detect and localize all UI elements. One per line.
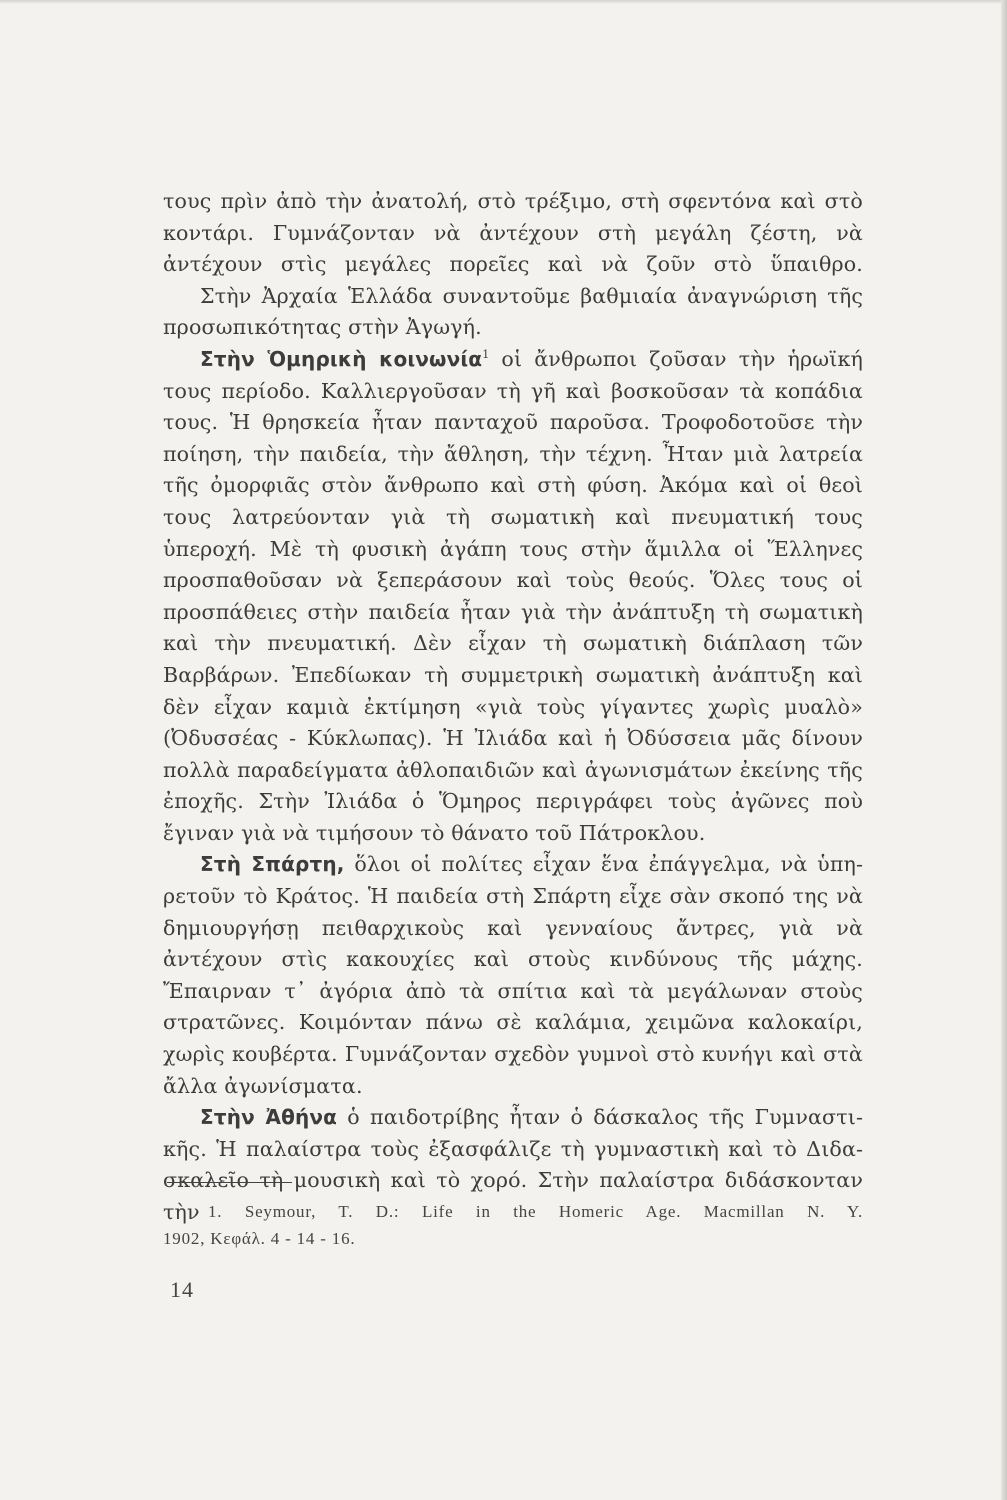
paragraph-sparta	[163, 849, 863, 1102]
paragraph-lead-heading: Στὴν Ὁμηρικὴ κοινωνία	[200, 346, 483, 371]
paragraph-continuation	[163, 186, 863, 281]
paragraph-homeric-society	[163, 344, 863, 850]
paragraph-ancient-greece	[163, 281, 863, 344]
paragraph-text: ὁ παιδοτρίβης ἦταν ὁ δάσκαλος τῆς Γυμναστικῆς. Ἡ παλαίστρα τοὺς ἐξασφάλιζε τὴ γυμναστικὴ καὶ τὸ Διδασκαλεῖο τὴ μουσικὴ καὶ τὸ χορό. Στὴν παλαίστρα διδάσκονταν τὴν	[163, 1105, 863, 1224]
page-top-edge	[0, 0, 1007, 4]
paragraph-text: Στὴν Ἀρχαία Ἑλλάδα συναντοῦμε βαθμιαία ἀναγνώριση τῆς προσωπικότητας στὴν Ἀγωγή.	[163, 283, 863, 340]
footnote-marker: 1	[482, 348, 490, 362]
paragraph-text: οἱ ἄνθρωποι ζοῦσαν τὴν ἡρωϊκή τους περίοδο. Καλλιεργοῦσαν τὴ γῆ καὶ βοσκοῦσαν τὰ κοπάδια τους. Ἡ θρησκεία ἦταν πανταχοῦ παροῦσα. Τροφοδοτοῦσε τὴν ποίηση, τὴν παιδεία, τὴν ἄθληση, τὴν τέχνη. Ἦταν μιὰ λατρεία τῆς ὀμορφιᾶς στὸν ἄνθρωπο καὶ στὴ φύση. Ἀκόμα καὶ οἱ θεοὶ τους λατρεύονταν γιὰ τὴ σωματικὴ καὶ πνευματική τους ὑπεροχή. Μὲ τὴ φυσικὴ ἀγάπη τους στὴν ἅμιλλα οἱ Ἕλληνες προσπαθοῦσαν νὰ ξεπεράσουν καὶ τοὺς θεούς. Ὅλες τους οἱ προσπάθειες στὴν παιδεία ἦταν γιὰ τὴν ἀνάπτυξη τὴ σωματικὴ καὶ τὴν πνευματική. Δὲν εἶχαν τὴ σωματικὴ διάπλαση τῶν Βαρβάρων. Ἐπεδίωκαν τὴ συμμετρικὴ σωματικὴ ἀνάπτυξη καὶ δὲν εἶχαν καμιὰ ἐκτίμηση «γιὰ τοὺς γίγαντες χωρὶς μυαλὸ» (Ὀδυσσέας - Κύκλωπας). Ἡ Ἰλιάδα καὶ ἡ Ὀδύσσεια μᾶς δίνουν πολλὰ παραδείγματα ἀθλοπαιδιῶν καὶ ἀγωνισμάτων ἐκείνης τῆς ἐποχῆς. Στὴν Ἰλιάδα ὁ Ὅμηρος περιγράφει τοὺς ἀγῶνες ποὺ ἔγιναν γιὰ νὰ τιμήσουν τὸ θάνατο τοῦ Πάτροκλου.	[163, 346, 863, 845]
page-right-edge	[1001, 0, 1007, 1500]
body-text	[163, 186, 863, 1229]
footnote-divider	[167, 1182, 292, 1183]
paragraph-lead-heading: Στὴν Ἀθήνα	[200, 1105, 338, 1130]
paragraph-text: ὅλοι οἱ πολίτες εἶχαν ἕνα ἐπάγγελμα, νὰ ὑπηρετοῦν τὸ Κράτος. Ἡ παιδεία στὴ Σπάρτη εἶχε σὰν σκοπό της νὰ δημιουργήσῃ πειθαρχικοὺς καὶ γενναίους ἄντρες, γιὰ νὰ ἀντέχουν στὶς κακουχίες καὶ στοὺς κινδύνους τῆς μάχης. Ἔπαιρναν τ᾽ ἀγόρια ἀπὸ τὰ σπίτια καὶ τὰ μεγάλωναν στοὺς στρατῶνες. Κοιμόνταν πάνω σὲ καλάμια, χειμῶνα καλοκαίρι, χωρὶς κουβέρτα. Γυμνάζονταν σχεδὸν γυμνοὶ στὸ κυνήγι καὶ στὰ ἄλλα ἀγωνίσματα.	[163, 852, 863, 1098]
footnote-line: 1. Seymour, T. D.: Life in the Homeric Age. Macmillan N. Y.	[208, 1202, 863, 1221]
page-number: 14	[170, 1277, 194, 1302]
paragraph-lead-heading: Στὴ Σπάρτη,	[200, 852, 345, 877]
paragraph-text: τους πρὶν ἀπὸ τὴν ἀνατολή, στὸ τρέξιμο, στὴ σφεντόνα καὶ στὸ κοντάρι. Γυμνάζονταν νὰ ἀντέχουν στὴ μεγάλη ζέστη, νὰ ἀντέχουν στὶς μεγάλες πορεῖες καὶ νὰ ζοῦν στὸ ὕπαιθρο.	[163, 189, 863, 277]
footnote-line: 1902, Κεφάλ. 4 - 14 - 16.	[163, 1229, 356, 1248]
footnote	[163, 1198, 863, 1252]
